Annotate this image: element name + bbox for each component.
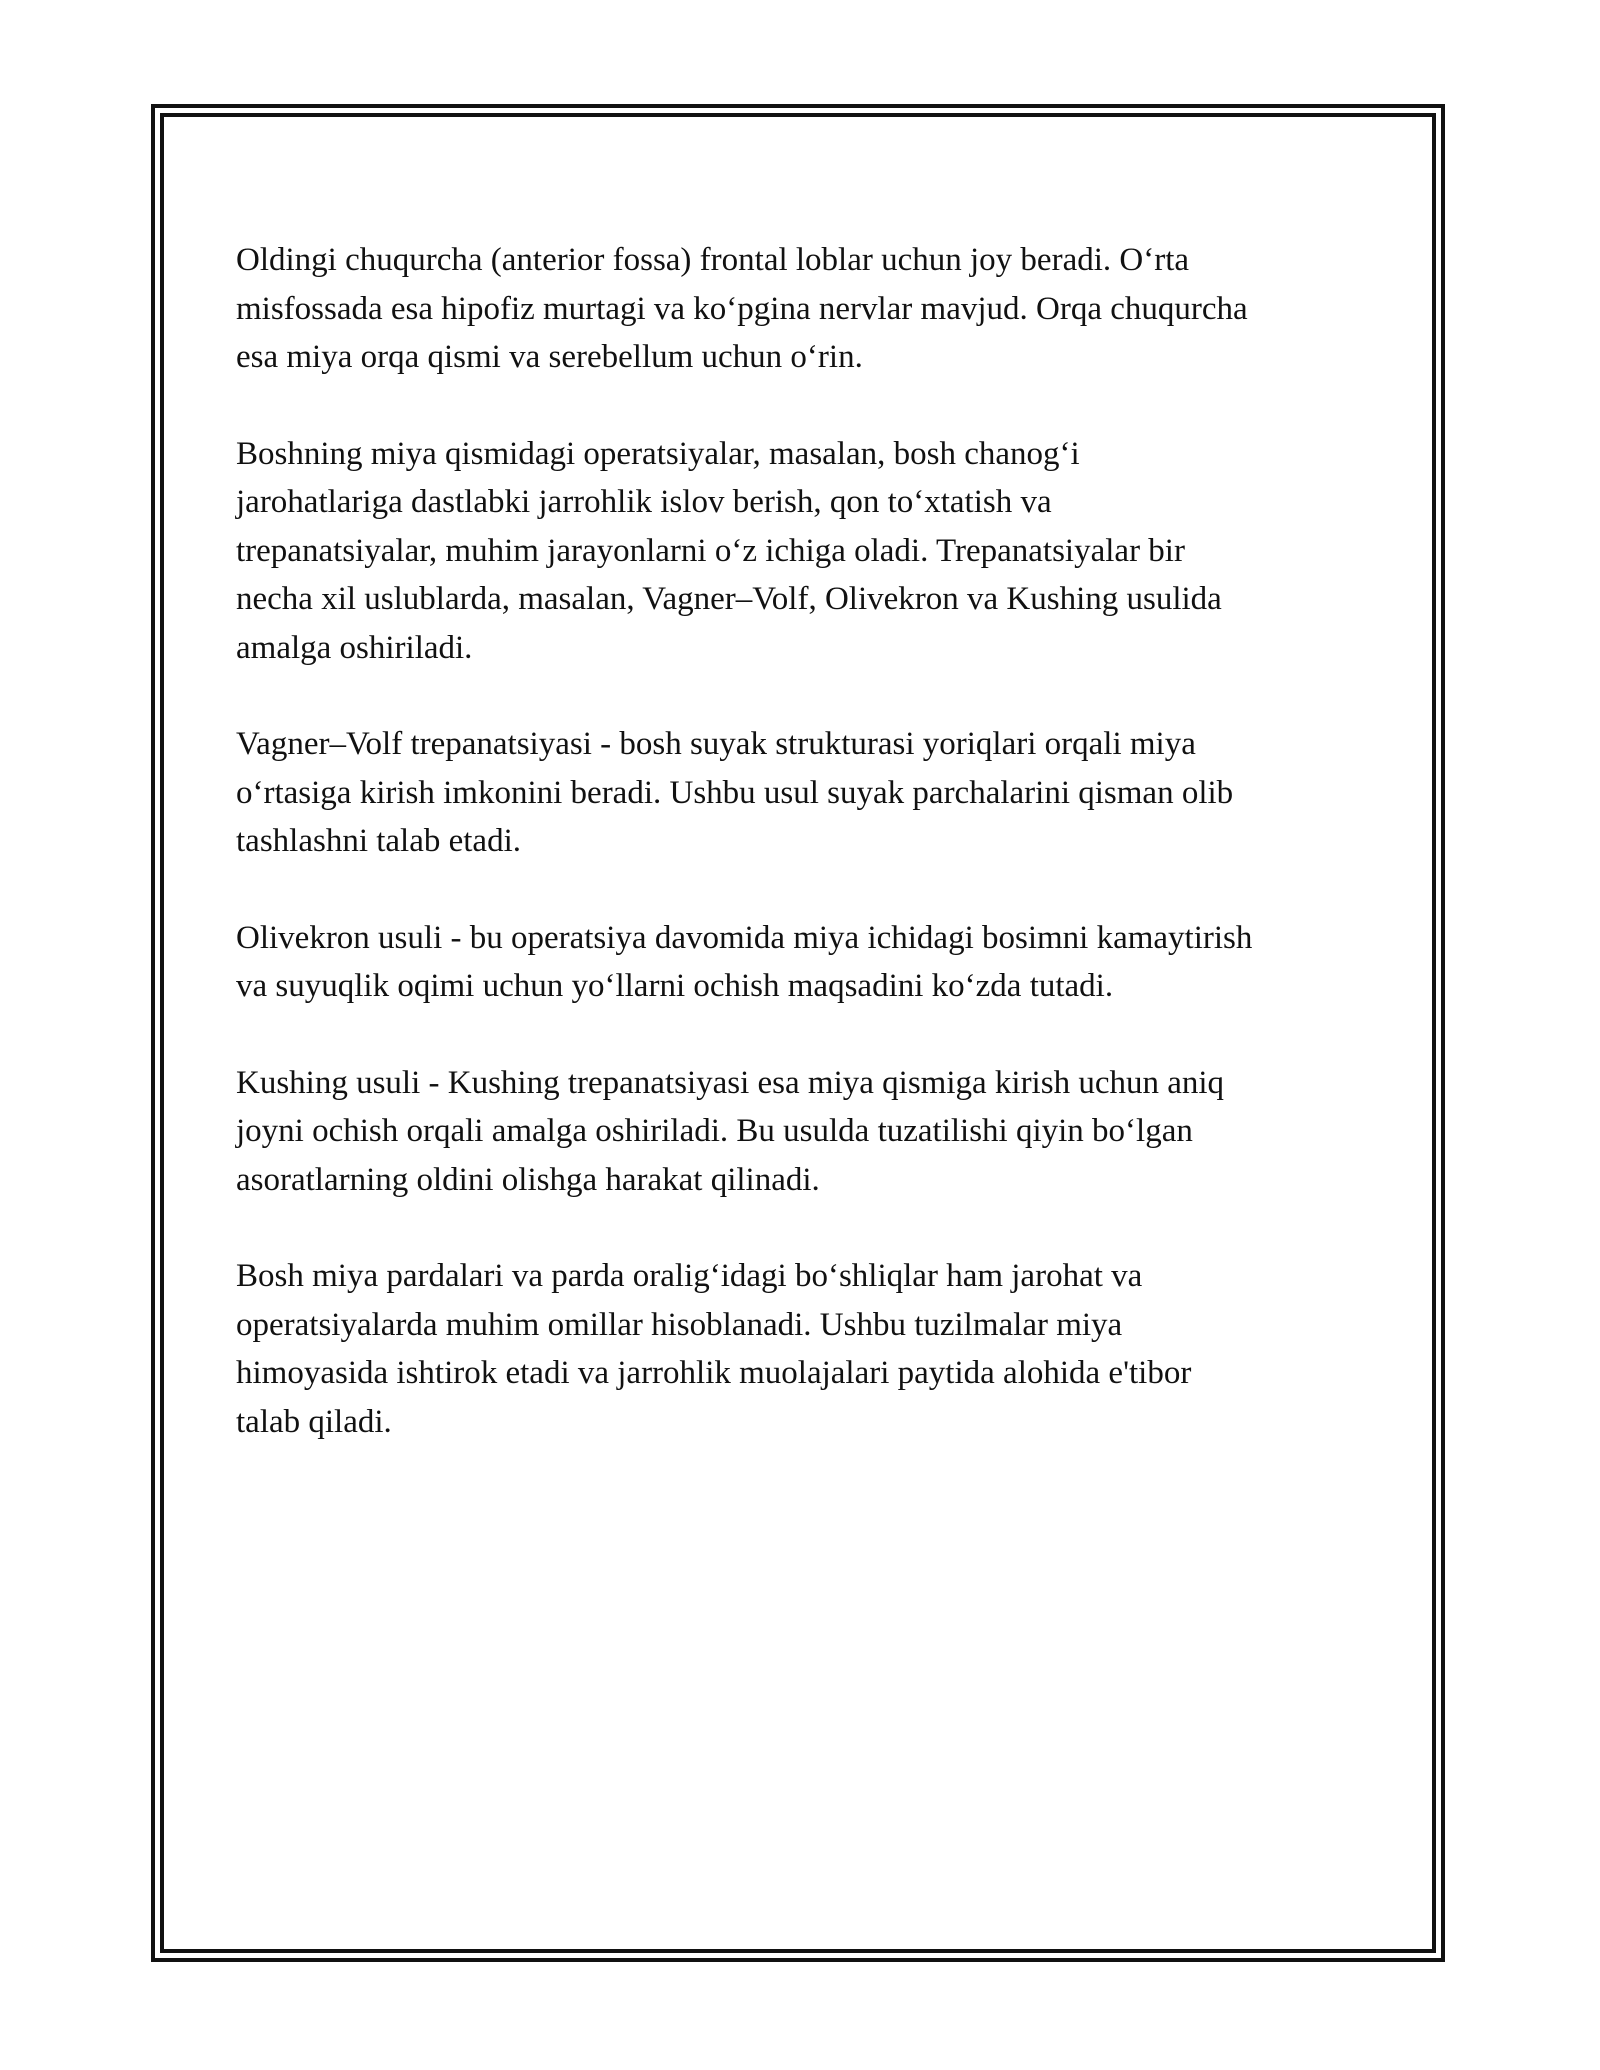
text-line: joyni ochish orqali amalga oshiriladi. Bu usulda tuzatilishi qiyin bo‘lgan: [236, 1113, 1193, 1149]
text-line: Olivekron usuli - bu operatsiya davomida miya ichidagi bosimni kamaytirish: [236, 919, 1253, 956]
text-line: misfossada esa hipofiz murtagi va ko‘pgina nervlar mavjud. Orqa chuqurcha: [236, 290, 1248, 327]
text-line: jarohatlariga dastlabki jarrohlik islov berish, qon to‘xtatish va: [236, 484, 1052, 520]
text-line: Kushing usuli - Kushing trepanatsiyasi esa miya qismiga kirish uchun aniq: [236, 1064, 1225, 1101]
text-line: necha xil uslublarda, masalan, Vagner–Volf, Olivekron va Kushing usulida: [236, 581, 1222, 617]
text-line: Boshning miya qismidagi operatsiyalar, masalan, bosh chanog‘i: [236, 435, 1080, 472]
text-line: Bosh miya pardalari va parda oralig‘idagi bo‘shliqlar ham jarohat va: [236, 1258, 1143, 1294]
text-line: amalga oshiriladi.: [236, 629, 473, 666]
text-line: Vagner–Volf trepanatsiyasi - bosh suyak strukturasi yoriqlari orqali miya: [236, 726, 1196, 762]
text-line: himoyasida ishtirok etadi va jarrohlik muolajalari paytida alohida e'tibor: [236, 1355, 1192, 1391]
text-line: o‘rtasiga kirish imkonini beradi. Ushbu usul suyak parchalarini qisman olib: [236, 774, 1234, 811]
paragraph-fossa: [236, 236, 1396, 382]
paragraph-meninges: [236, 1252, 1396, 1446]
text-line: Oldingi chuqurcha (anterior fossa) frontal loblar uchun joy beradi. O‘rta: [236, 242, 1190, 278]
text-line: asoratlarning oldini olishga harakat qilinadi.: [236, 1161, 820, 1198]
paragraph-kushing: [236, 1059, 1396, 1205]
paragraph-vagner-volf: [236, 720, 1396, 866]
text-line: operatsiyalarda muhim omillar hisoblanadi. Ushbu tuzilmalar miya: [236, 1306, 1123, 1343]
text-line: va suyuqlik oqimi uchun yo‘llarni ochish maqsadini ko‘zda tutadi.: [236, 968, 1114, 1004]
paragraph-operations: [236, 430, 1396, 673]
paragraph-olivekron: [236, 914, 1396, 1011]
text-line: esa miya orqa qismi va serebellum uchun o‘rin.: [236, 339, 863, 375]
text-line: trepanatsiyalar, muhim jarayonlarni o‘z ichiga oladi. Trepanatsiyalar bir: [236, 532, 1185, 569]
document-body: [236, 236, 1396, 1494]
text-line: talab qiladi.: [236, 1403, 392, 1440]
text-line: tashlashni talab etadi.: [236, 823, 521, 859]
